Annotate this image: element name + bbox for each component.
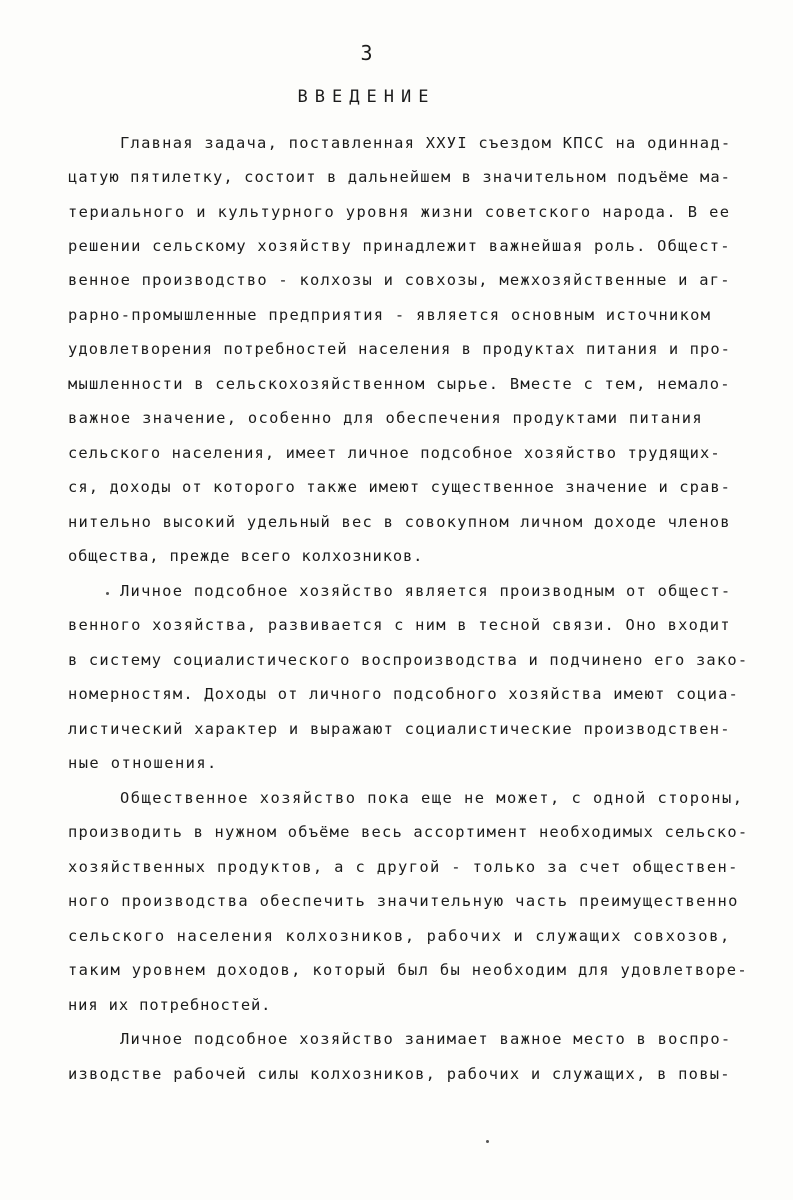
body-line: ния их потребностей.: [68, 996, 272, 1014]
body-line: удовлетворения потребностей населения в продуктах питания и про-: [68, 340, 732, 358]
body-line: венного хозяйства, развивается с ним в тесной связи. Оно входит: [68, 616, 731, 634]
body-line: изводстве рабочей силы колхозников, рабочих и служащих, в повы-: [68, 1065, 731, 1083]
body-line: общества, прежде всего колхозников.: [68, 547, 424, 565]
body-line: териального и культурного уровня жизни советского народа. В ее: [68, 203, 731, 221]
body-line: сельского населения, имеет личное подсобное хозяйство трудящих-: [68, 444, 721, 462]
body-line: решении сельскому хозяйству принадлежит важнейшая роль. Общест-: [68, 237, 731, 255]
body-line: ные отношения.: [68, 754, 218, 772]
body-line: цатую пятилетку, состоит в дальнейшем в значительном подъёме ма-: [68, 168, 732, 186]
section-heading: ВВЕДЕНИЕ: [297, 87, 436, 107]
body-line: рарно-промышленные предприятия - является основным источником: [68, 306, 712, 324]
paper-speck: [486, 1140, 489, 1143]
body-line: таким уровнем доходов, который был бы необходим для удовлетворе-: [68, 961, 748, 979]
body-line: нительно высокий удельный вес в совокупном личном доходе членов: [68, 513, 731, 531]
page-number: 3: [360, 41, 373, 65]
body-line: венное производство - колхозы и совхозы, межхозяйственные и аг-: [68, 271, 731, 289]
body-line: мышленности в сельскохозяйственном сырье. Вместе с тем, немало-: [68, 375, 731, 393]
body-line: Личное подсобное хозяйство является производным от общест-: [120, 582, 732, 600]
body-line: листический характер и выражают социалистические производствен-: [68, 720, 731, 738]
body-line: Главная задача, поставленная ХХУI съездом КПСС на одиннад-: [120, 134, 732, 152]
body-line: в систему социалистического воспроизводства и подчинено его зако-: [68, 651, 749, 669]
body-line: сельского населения колхозников, рабочих и служащих совхозов,: [68, 927, 731, 945]
body-line: производить в нужном объёме весь ассортимент необходимых сельско-: [68, 823, 749, 841]
body-line: хозяйственных продуктов, а с другой - только за счет обществен-: [68, 858, 739, 876]
body-line: Общественное хозяйство пока еще не может, с одной стороны,: [120, 789, 744, 807]
body-line: ного производства обеспечить значительную часть преимущественно: [68, 892, 739, 910]
body-line: номерностям. Доходы от личного подсобного хозяйства имеют социа-: [68, 685, 740, 703]
body-line: важное значение, особенно для обеспечения продуктами питания: [68, 409, 703, 427]
body-line: ся, доходы от которого также имеют существенное значение и срав-: [68, 478, 732, 496]
body-line: Личное подсобное хозяйство занимает важное место в воспро-: [120, 1030, 732, 1048]
paper-speck: [106, 592, 109, 595]
